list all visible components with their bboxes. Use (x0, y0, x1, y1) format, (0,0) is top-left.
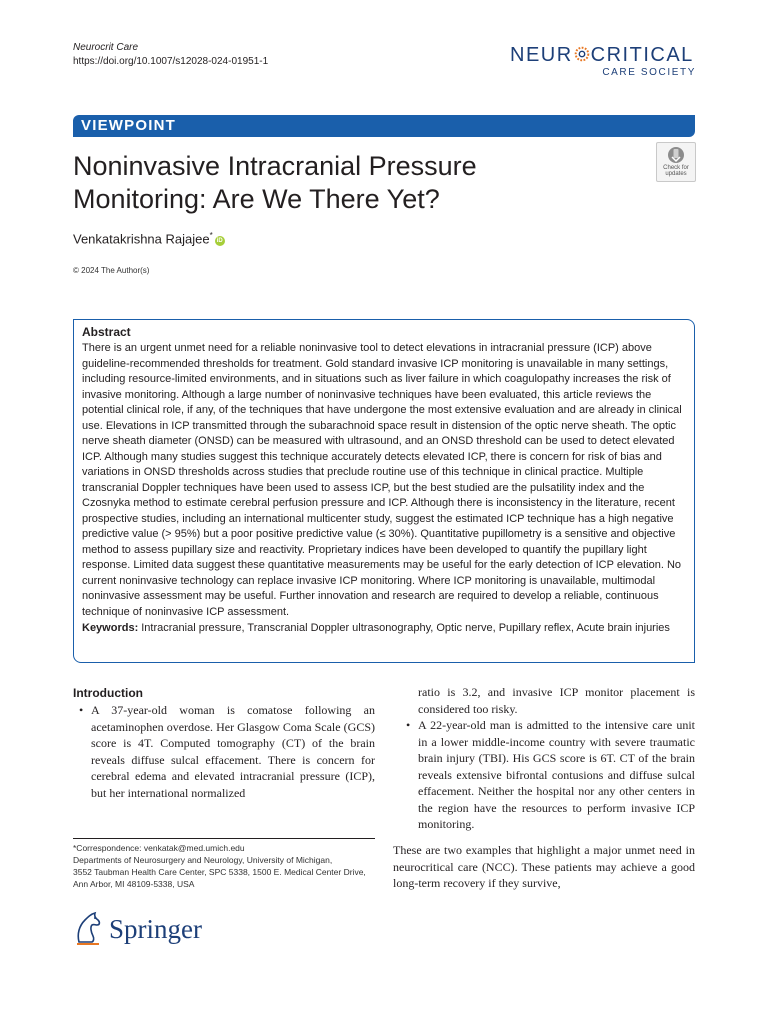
abstract-box (73, 319, 695, 663)
abstract-heading: Abstract (82, 325, 131, 339)
body-paragraph: These are two examples that highlight a major unmet need in neurocritical care (NCC). These patients may achieve a good long-term recovery if they survive, (393, 843, 695, 890)
check-for-updates-badge[interactable] (656, 142, 696, 182)
logo-text-neur: NEUR (510, 44, 573, 66)
title-line-2: Monitoring: Are We There Yet? (73, 184, 440, 214)
affiliation-line: Departments of Neurosurgery and Neurology, University of Michigan, (73, 855, 333, 865)
correspondence-footnote (73, 842, 375, 890)
check-label-2: updates (665, 171, 687, 177)
affiliation-line: Ann Arbor, MI 48109-5338, USA (73, 879, 195, 889)
article-type-banner: VIEWPOINT (73, 115, 695, 137)
check-for-updates-icon (666, 145, 686, 165)
neurocritical-care-society-logo (510, 44, 696, 80)
list-item (400, 717, 695, 833)
keywords-list: Intracranial pressure, Transcranial Doppler ultrasonography, Optic nerve, Pupillary reflex, Acute brain injuries (141, 622, 670, 634)
copyright-notice: © 2024 The Author(s) (73, 266, 150, 275)
section-heading-introduction: Introduction (73, 686, 143, 700)
orcid-icon[interactable]: iD (216, 238, 223, 245)
logo-text-care-society: CARE SOCIETY (602, 67, 696, 78)
author-line (73, 231, 225, 246)
case-1-text: A 37-year-old woman is comatose following an acetaminophen overdose. Her Glasgow Coma Scale (GCS) score is 4T. Computed tomography (CT) of the brain reveals diffuse sulcal effacement. There is concern for cerebral edema and elevated intracranial pressure (ICP), but her international normalized (91, 703, 375, 800)
logo-text-critical: CRITICAL (590, 44, 694, 66)
author-name[interactable]: Venkatakrishna Rajajee (73, 231, 210, 247)
bullet: • (406, 718, 411, 732)
column-left (73, 702, 375, 801)
footnote-divider (73, 838, 375, 839)
case-1-continuation: ratio is 3.2, and invasive ICP monitor placement is considered too risky. (418, 685, 695, 716)
column-right (400, 684, 695, 833)
keywords (82, 621, 686, 637)
publisher-name: Springer (109, 914, 202, 944)
title-line-1: Noninvasive Intracranial Pressure (73, 151, 477, 181)
case-2-text: A 22-year-old man is admitted to the intensive care unit in a lower middle-income country with severe traumatic brain injury (TBI). His GCS score is 6T. CT of the brain reveals extensive bifrontal contusions and diffuse sulcal effacement. Neither the hospital nor any other centers in the region have the resources to perform invasive ICP monitoring. (418, 718, 695, 831)
journal-name: Neurocrit Care (73, 42, 139, 53)
doi-link[interactable]: https://doi.org/10.1007/s12028-024-01951-1 (73, 56, 269, 67)
correspondence-mark: * (209, 231, 213, 240)
journal-header (73, 41, 268, 69)
check-label-1: Check for (663, 165, 689, 171)
list-item (73, 702, 375, 801)
article-title (73, 150, 593, 216)
correspondence-email[interactable]: *Correspondence: venkatak@med.umich.edu (73, 843, 245, 853)
abstract-text: There is an urgent unmet need for a reliable noninvasive tool to detect elevations in intracranial pressure (ICP) above guideline-recommended thresholds for treatment. Gold standard invasive ICP monitoring is unavailable in many settings, including resource-limited environments, and in situations such as liver failure in which coagulopathy increases the risk of invasive monitoring. Although a large number of noninvasive techniques have been evaluated, this article reviews the potential clinical role, if any, of the techniques that have undergone the most extensive evaluation and are already in clinical use. Elevations in ICP transmitted through the subarachnoid space result in distension of the optic nerve sheath. The optic nerve sheath diameter (ONSD) can be measured with ultrasound, and an ONSD threshold can be used to detect elevated ICP. Although many studies suggest this technique accurately detects elevated ICP, there is concern for risk of bias and variations in ONSD thresholds across studies that preclude routine use of this technique in clinical practice. Multiple transcranial Doppler techniques have been used to assess ICP, but the best studied are the pulsatility index and the Czosnyka method to estimate cerebral perfusion pressure and ICP. Although there is inconsistency in the literature, recent prospective studies, including an international multicenter study, suggest the estimated ICP technique has a high negative predictive value (> 95%) but a poor positive predictive value (≤ 30%). Quantitative pupillometry is a sensitive and objective method to assess pupillary size and reactivity. Proprietary indices have been developed to quantify the pupillary light response. Limited data suggest these quantitative measurements may be useful for the early detection of ICP elevation. No current noninvasive technology can replace invasive ICP monitoring. Where ICP monitoring is unavailable, multimodal noninvasive assessment may be useful. Further innovation and research are required to develop a reliable, continuous technique of noninvasive ICP assessment. (82, 342, 682, 618)
logo-ring-icon (573, 45, 591, 63)
keywords-label: Keywords: (82, 622, 139, 634)
bullet: • (79, 703, 84, 717)
springer-logo (73, 910, 223, 950)
affiliation-line: 3552 Taubman Health Care Center, SPC 5338, 1500 E. Medical Center Drive, (73, 867, 366, 877)
springer-horse-icon (73, 910, 105, 946)
